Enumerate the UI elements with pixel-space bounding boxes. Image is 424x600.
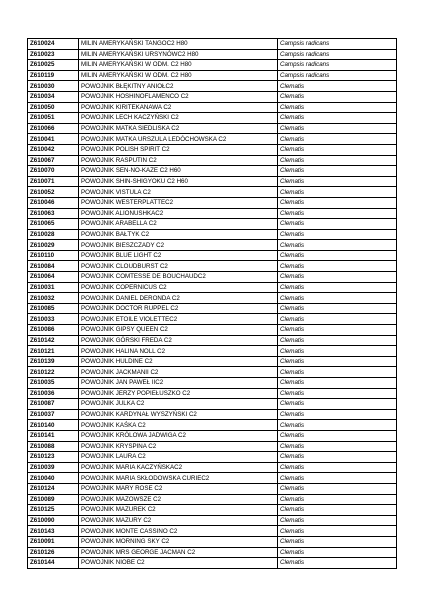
- product-code-cell: Z610031: [28, 282, 79, 293]
- product-name-cell: POWOJNIK BŁĘKITNY ANIOŁC2: [79, 81, 278, 92]
- product-code-cell: Z610063: [28, 208, 79, 219]
- product-name-cell: POWOJNIK JULKA C2: [79, 399, 278, 410]
- product-name-cell: POWOJNIK JERZY POPIEŁUSZKO C2: [79, 388, 278, 399]
- genus-cell: Clematis: [278, 123, 397, 134]
- product-code-cell: Z610090: [28, 515, 79, 526]
- product-name-cell: POWOJNIK MAZURY C2: [79, 515, 278, 526]
- table-row: [28, 303, 397, 314]
- product-name-cell: POWOJNIK MAZOWSZE C2: [79, 494, 278, 505]
- genus-cell: Clematis: [278, 356, 397, 367]
- product-name-cell: POWOJNIK GÓRSKI FREDA C2: [79, 335, 278, 346]
- table-row: [28, 558, 397, 569]
- table-row: [28, 473, 397, 484]
- product-code-cell: Z610142: [28, 335, 79, 346]
- product-name-cell: POWOJNIK ALIONUSHKAC2: [79, 208, 278, 219]
- document-sheet: [27, 38, 397, 569]
- product-code-cell: Z610035: [28, 378, 79, 389]
- genus-cell: Clematis: [278, 335, 397, 346]
- product-name-cell: MILIN AMERYKAŃSKI URSYNÓWC2 H80: [79, 49, 278, 60]
- genus-cell: Clematis: [278, 526, 397, 537]
- product-code-cell: Z610030: [28, 81, 79, 92]
- product-code-cell: Z610139: [28, 356, 79, 367]
- genus-cell: Clematis: [278, 420, 397, 431]
- table-row: [28, 452, 397, 463]
- table-row: [28, 60, 397, 71]
- table-row: [28, 378, 397, 389]
- genus-cell: Clematis: [278, 399, 397, 410]
- genus-cell: Clematis: [278, 515, 397, 526]
- product-name-cell: POWOJNIK MATKA URSZULA LEDÓCHOWSKA C2: [79, 134, 278, 145]
- table-row: [28, 70, 397, 81]
- product-code-cell: Z610023: [28, 49, 79, 60]
- table-row: [28, 39, 397, 50]
- product-name-cell: POWOJNIK RASPUTIN C2: [79, 155, 278, 166]
- genus-cell: Clematis: [278, 81, 397, 92]
- genus-cell: Clematis: [278, 166, 397, 177]
- product-name-cell: MILIN AMERYKAŃSKI W ODM. C2 H80: [79, 60, 278, 71]
- table-row: [28, 123, 397, 134]
- product-code-cell: Z610089: [28, 494, 79, 505]
- product-code-cell: Z610029: [28, 240, 79, 251]
- product-name-cell: POWOJNIK HALINA NOLL C2: [79, 346, 278, 357]
- product-code-cell: Z610036: [28, 388, 79, 399]
- genus-cell: Clematis: [278, 325, 397, 336]
- table-row: [28, 483, 397, 494]
- product-name-cell: POWOJNIK MAZUREK C2: [79, 505, 278, 516]
- genus-cell: Clematis: [278, 378, 397, 389]
- product-code-cell: Z610124: [28, 483, 79, 494]
- genus-cell: Clematis: [278, 452, 397, 463]
- product-name-cell: POWOJNIK DANIEL DERONDA C2: [79, 293, 278, 304]
- genus-cell: Clematis: [278, 113, 397, 124]
- product-name-cell: POWOJNIK GIPSY QUEEN C2: [79, 325, 278, 336]
- table-row: [28, 505, 397, 516]
- product-name-cell: MILIN AMERYKAŃSKI W ODM. C2 H80: [79, 70, 278, 81]
- table-row: [28, 335, 397, 346]
- genus-cell: Clematis: [278, 102, 397, 113]
- product-name-cell: POWOJNIK ETOILE VIOLETTEC2: [79, 314, 278, 325]
- product-name-cell: POWOJNIK MATKA SIEDLISKA C2: [79, 123, 278, 134]
- product-name-cell: POWOJNIK KIRITEKANAWA C2: [79, 102, 278, 113]
- product-name-cell: POWOJNIK COPERNICUS C2: [79, 282, 278, 293]
- product-code-cell: Z610025: [28, 60, 79, 71]
- product-code-cell: Z610085: [28, 303, 79, 314]
- table-row: [28, 325, 397, 336]
- product-code-cell: Z610125: [28, 505, 79, 516]
- table-row: [28, 547, 397, 558]
- table-row: [28, 282, 397, 293]
- product-name-cell: POWOJNIK HULDINE C2: [79, 356, 278, 367]
- product-code-cell: Z610066: [28, 123, 79, 134]
- genus-cell: Clematis: [278, 282, 397, 293]
- genus-cell: Clematis: [278, 197, 397, 208]
- product-name-cell: MILIN AMERYKAŃSKI TANGOC2 H80: [79, 39, 278, 50]
- product-name-cell: POWOJNIK HOSHINOFLAMENCO C2: [79, 91, 278, 102]
- genus-cell: Clematis: [278, 219, 397, 230]
- genus-cell: Clematis: [278, 293, 397, 304]
- product-name-cell: POWOJNIK WESTERPLATTEC2: [79, 197, 278, 208]
- product-code-cell: Z610033: [28, 314, 79, 325]
- product-name-cell: POWOJNIK LECH KACZYŃSKI C2: [79, 113, 278, 124]
- product-name-cell: POWOJNIK BIESZCZADY C2: [79, 240, 278, 251]
- product-name-cell: POWOJNIK KRYSPINA C2: [79, 441, 278, 452]
- genus-cell: Campsis radicans: [278, 39, 397, 50]
- product-name-cell: POWOJNIK SHIN-SHIGYOKU C2 H60: [79, 176, 278, 187]
- genus-cell: Clematis: [278, 261, 397, 272]
- genus-cell: Campsis radicans: [278, 49, 397, 60]
- genus-cell: Clematis: [278, 473, 397, 484]
- product-name-cell: POWOJNIK KAŚKA C2: [79, 420, 278, 431]
- table-row: [28, 197, 397, 208]
- product-code-cell: Z610140: [28, 420, 79, 431]
- genus-cell: Clematis: [278, 462, 397, 473]
- product-code-cell: Z610141: [28, 430, 79, 441]
- genus-cell: Clematis: [278, 176, 397, 187]
- genus-cell: Campsis radicans: [278, 60, 397, 71]
- product-code-cell: Z610071: [28, 176, 79, 187]
- table-row: [28, 176, 397, 187]
- genus-cell: Clematis: [278, 430, 397, 441]
- product-code-cell: Z610046: [28, 197, 79, 208]
- product-code-cell: Z610123: [28, 452, 79, 463]
- product-code-cell: Z610126: [28, 547, 79, 558]
- table-row: [28, 166, 397, 177]
- product-code-cell: Z610091: [28, 536, 79, 547]
- genus-cell: Clematis: [278, 536, 397, 547]
- table-row: [28, 134, 397, 145]
- product-name-cell: POWOJNIK BLUE LIGHT C2: [79, 250, 278, 261]
- product-name-cell: POWOJNIK VISTULA C2: [79, 187, 278, 198]
- product-name-cell: POWOJNIK MARY ROSE C2: [79, 483, 278, 494]
- product-code-cell: Z610041: [28, 134, 79, 145]
- product-code-cell: Z610037: [28, 409, 79, 420]
- product-table: [27, 38, 397, 569]
- genus-cell: Clematis: [278, 505, 397, 516]
- table-row: [28, 91, 397, 102]
- product-code-cell: Z610070: [28, 166, 79, 177]
- table-row: [28, 187, 397, 198]
- product-code-cell: Z610087: [28, 399, 79, 410]
- table-row: [28, 81, 397, 92]
- genus-cell: Clematis: [278, 494, 397, 505]
- product-name-cell: POWOJNIK POLISH SPIRIT C2: [79, 144, 278, 155]
- product-code-cell: Z610028: [28, 229, 79, 240]
- product-code-cell: Z610067: [28, 155, 79, 166]
- genus-cell: Clematis: [278, 144, 397, 155]
- genus-cell: Clematis: [278, 346, 397, 357]
- product-name-cell: POWOJNIK MONTE CASSINO C2: [79, 526, 278, 537]
- table-row: [28, 515, 397, 526]
- table-row: [28, 250, 397, 261]
- product-name-cell: POWOJNIK COMTESSE DE BOUCHAUDC2: [79, 272, 278, 283]
- table-row: [28, 208, 397, 219]
- product-name-cell: POWOJNIK MARIA KACZYŃSKAC2: [79, 462, 278, 473]
- product-code-cell: Z610024: [28, 39, 79, 50]
- product-name-cell: POWOJNIK SEN-NO-KAZE C2 H60: [79, 166, 278, 177]
- genus-cell: Clematis: [278, 229, 397, 240]
- product-code-cell: Z610088: [28, 441, 79, 452]
- product-code-cell: Z610040: [28, 473, 79, 484]
- product-name-cell: POWOJNIK KRÓLOWA JADWIGA C2: [79, 430, 278, 441]
- product-code-cell: Z610042: [28, 144, 79, 155]
- product-name-cell: POWOJNIK LAURA C2: [79, 452, 278, 463]
- product-code-cell: Z610052: [28, 187, 79, 198]
- product-name-cell: POWOJNIK DOCTOR RUPPEL C2: [79, 303, 278, 314]
- genus-cell: Clematis: [278, 240, 397, 251]
- genus-cell: Clematis: [278, 134, 397, 145]
- table-row: [28, 536, 397, 547]
- genus-cell: Clematis: [278, 409, 397, 420]
- table-row: [28, 49, 397, 60]
- table-row: [28, 494, 397, 505]
- table-row: [28, 409, 397, 420]
- genus-cell: Clematis: [278, 208, 397, 219]
- product-code-cell: Z610110: [28, 250, 79, 261]
- table-row: [28, 441, 397, 452]
- genus-cell: Clematis: [278, 388, 397, 399]
- product-name-cell: POWOJNIK MARIA SKŁODOWSKA CURIEC2: [79, 473, 278, 484]
- table-row: [28, 367, 397, 378]
- table-row: [28, 462, 397, 473]
- product-code-cell: Z610050: [28, 102, 79, 113]
- product-code-cell: Z610065: [28, 219, 79, 230]
- genus-cell: Clematis: [278, 303, 397, 314]
- product-code-cell: Z610032: [28, 293, 79, 304]
- genus-cell: Clematis: [278, 547, 397, 558]
- table-row: [28, 272, 397, 283]
- table-row: [28, 399, 397, 410]
- table-row: [28, 229, 397, 240]
- table-row: [28, 420, 397, 431]
- product-name-cell: POWOJNIK BAŁTYK C2: [79, 229, 278, 240]
- product-name-cell: POWOJNIK MRS GEORGE JACMAN C2: [79, 547, 278, 558]
- product-code-cell: Z610051: [28, 113, 79, 124]
- table-row: [28, 430, 397, 441]
- genus-cell: Clematis: [278, 367, 397, 378]
- product-code-cell: Z610039: [28, 462, 79, 473]
- genus-cell: Clematis: [278, 314, 397, 325]
- genus-cell: Clematis: [278, 155, 397, 166]
- table-row: [28, 113, 397, 124]
- product-code-cell: Z610122: [28, 367, 79, 378]
- product-code-cell: Z610119: [28, 70, 79, 81]
- product-code-cell: Z610144: [28, 558, 79, 569]
- table-row: [28, 356, 397, 367]
- product-table-body: [28, 39, 397, 569]
- genus-cell: Clematis: [278, 441, 397, 452]
- table-row: [28, 240, 397, 251]
- product-code-cell: Z610143: [28, 526, 79, 537]
- product-code-cell: Z610084: [28, 261, 79, 272]
- table-row: [28, 526, 397, 537]
- table-row: [28, 388, 397, 399]
- genus-cell: Clematis: [278, 250, 397, 261]
- product-name-cell: POWOJNIK JAN PAWEŁ IIC2: [79, 378, 278, 389]
- genus-cell: Clematis: [278, 558, 397, 569]
- product-code-cell: Z610086: [28, 325, 79, 336]
- product-name-cell: POWOJNIK MORNING SKY C2: [79, 536, 278, 547]
- product-name-cell: POWOJNIK NIOBE C2: [79, 558, 278, 569]
- table-row: [28, 102, 397, 113]
- table-row: [28, 293, 397, 304]
- product-name-cell: POWOJNIK ARABELLA C2: [79, 219, 278, 230]
- genus-cell: Clematis: [278, 91, 397, 102]
- genus-cell: Campsis radicans: [278, 70, 397, 81]
- product-code-cell: Z610121: [28, 346, 79, 357]
- table-row: [28, 155, 397, 166]
- table-row: [28, 261, 397, 272]
- product-code-cell: Z610064: [28, 272, 79, 283]
- product-name-cell: POWOJNIK KARDYNAŁ WYSZYŃSKI C2: [79, 409, 278, 420]
- table-row: [28, 346, 397, 357]
- product-name-cell: POWOJNIK CLOUDBURST C2: [79, 261, 278, 272]
- product-code-cell: Z610034: [28, 91, 79, 102]
- genus-cell: Clematis: [278, 187, 397, 198]
- genus-cell: Clematis: [278, 483, 397, 494]
- product-name-cell: POWOJNIK JACKMANII C2: [79, 367, 278, 378]
- table-row: [28, 314, 397, 325]
- table-row: [28, 144, 397, 155]
- table-row: [28, 219, 397, 230]
- genus-cell: Clematis: [278, 272, 397, 283]
